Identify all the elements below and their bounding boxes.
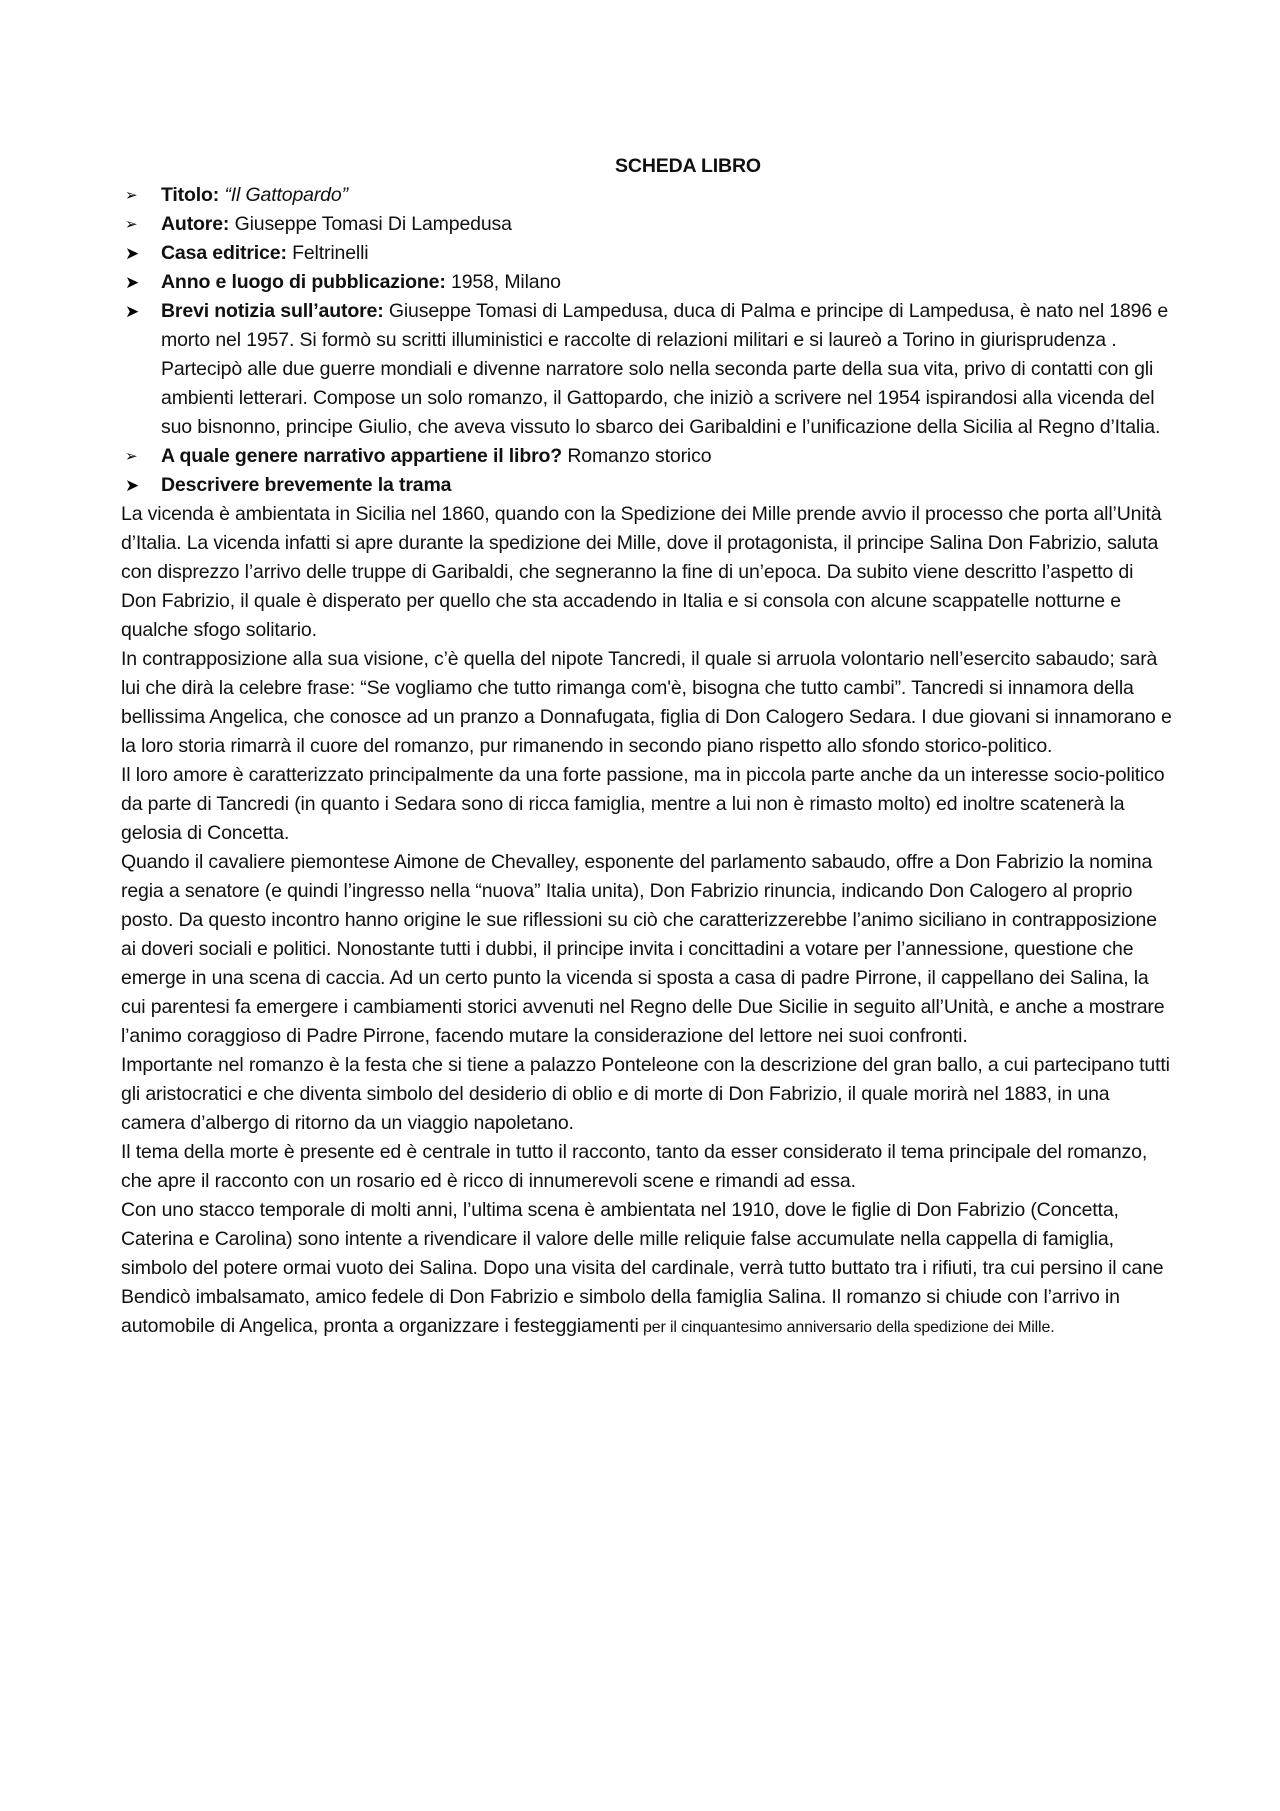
arrow-bullet-icon: ➢ [125,187,138,204]
plot-text [121,500,1173,1342]
bullet-label: Casa editrice: [161,242,287,264]
bullet-label: Autore: [161,213,230,235]
arrow-bullet-icon: ➢ [125,216,138,233]
bullet-label: Brevi notizia sull’autore: [161,300,384,322]
bullet-year-place [121,268,1173,297]
bullet-publisher [121,239,1173,268]
bullet-label: Descrivere brevemente la trama [161,474,452,496]
plot-paragraph: Importante nel romanzo è la festa che si tiene a palazzo Ponteleone con la descrizione del gran ballo, a cui partecipano tutti gli aristocratici e che diventa simbolo del desiderio di oblio e di morte di Don Fabrizio, il quale morirà nel 1883, in una camera d’albergo di ritorno da un viaggio napoletano. [121,1054,1170,1134]
bullet-plot-heading [121,471,1173,500]
plot-last-tail: per il cinquantesimo anniversario della spedizione dei Mille. [638,1319,1055,1336]
bullet-value: 1958, Milano [451,271,561,293]
arrow-bullet-icon: ➤ [125,273,140,292]
bullet-author-notes [121,297,1173,442]
arrow-bullet-icon: ➢ [125,448,138,465]
bullet-value: Feltrinelli [292,242,369,264]
book-info-list [121,181,1173,500]
bullet-value: Giuseppe Tomasi di Lampedusa, duca di Palma e principe di Lampedusa, è nato nel 1896 e morto nel 1957. Si formò su scritti illuministici e raccolte di relazioni militari e si laureò a Torino in giurisprudenza . Partecipò alle due guerre mondiali e divenne narratore solo nella seconda parte della sua vita, privo di contatti con gli ambienti letterari. Compose un solo romanzo, il Gattopardo, che iniziò a scrivere nel 1954 ispirandosi alla vicenda del suo bisnonno, principe Giulio, che aveva vissuto lo sbarco dei Garibaldini e l’unificazione della Sicilia al Regno d’Italia. [161,300,1169,438]
arrow-bullet-icon: ➤ [125,476,140,495]
bullet-label: Titolo: [161,184,220,206]
bullet-label: Anno e luogo di pubblicazione: [161,271,446,293]
bullet-author [121,210,1173,239]
bullet-value: Giuseppe Tomasi Di Lampedusa [234,213,512,235]
bullet-value: Romanzo storico [567,445,712,467]
bullet-label: A quale genere narrativo appartiene il libro? [161,445,563,467]
bullet-title [121,181,1173,210]
arrow-bullet-icon: ➤ [125,302,140,321]
plot-paragraph: In contrapposizione alla sua visione, c’è quella del nipote Tancredi, il quale si arruola volontario nell’esercito sabaudo; sarà lui che dirà la celebre frase: “Se vogliamo che tutto rimanga com'è, bisogna che tutto cambi”. Tancredi si innamora della bellissima Angelica, che conosce ad un pranzo a Donnafugata, figlia di Don Calogero Sedara. I due giovani si innamorano e la loro storia rimarrà il cuore del romanzo, pur rimanendo in secondo piano rispetto allo sfondo storico-politico. [121,648,1172,757]
bullet-value: “Il Gattopardo” [224,184,348,206]
plot-paragraph: La vicenda è ambientata in Sicilia nel 1860, quando con la Spedizione dei Mille prende avvio il processo che porta all’Unità d’Italia. La vicenda infatti si apre durante la spedizione dei Mille, dove il protagonista, il principe Salina Don Fabrizio, saluta con disprezzo l’arrivo delle truppe di Garibaldi, che segneranno la fine di un’epoca. Da subito viene descritto l’aspetto di Don Fabrizio, il quale è disperato per quello che sta accadendo in Italia e si consola con alcune scappatelle notturne e qualche sfogo solitario. [121,503,1162,641]
plot-paragraph: Il tema della morte è presente ed è centrale in tutto il racconto, tanto da esser considerato il tema principale del romanzo, che apre il racconto con un rosario ed è ricco di innumerevoli scene e rimandi ad essa. [121,1141,1148,1192]
arrow-bullet-icon: ➤ [125,244,140,263]
bullet-genre [121,442,1173,471]
plot-last-main: Con uno stacco temporale di molti anni, l’ultima scena è ambientata nel 1910, dove le figlie di Don Fabrizio (Concetta, Caterina e Carolina) sono intente a rivendicare il valore delle mille reliquie false accumulate nella cappella di famiglia, simbolo del potere ormai vuoto dei Salina. Dopo una visita del cardinale, verrà tutto buttato tra i rifiuti, tra cui persino il cane Bendicò imbalsamato, amico fedele di Don Fabrizio e simbolo della famiglia Salina. Il romanzo si chiude con l’arrivo in automobile di Angelica, pronta a organizzare i festeggiamenti [121,1199,1164,1337]
plot-paragraph: Quando il cavaliere piemontese Aimone de Chevalley, esponente del parlamento sabaudo, offre a Don Fabrizio la nomina regia a senatore (e quindi l’ingresso nella “nuova” Italia unita), Don Fabrizio rinuncia, indicando Don Calogero al proprio posto. Da questo incontro hanno origine le sue riflessioni su ciò che caratterizzerebbe l’animo siciliano in contrapposizione ai doveri sociali e politici. Nonostante tutti i dubbi, il principe invita i concittadini a votare per l’annessione, questione che emerge in una scena di caccia. Ad un certo punto la vicenda si sposta a casa di padre Pirrone, il cappellano dei Salina, la cui parentesi fa emergere i cambiamenti storici avvenuti nel Regno delle Due Sicilie in seguito all’Unità, e anche a mostrare l’animo coraggioso di Padre Pirrone, facendo mutare la considerazione del lettore nei suoi confronti. [121,851,1165,1047]
plot-paragraph-last [121,1196,1173,1342]
page-title: SCHEDA LIBRO [615,155,761,177]
plot-paragraph: Il loro amore è caratterizzato principalmente da una forte passione, ma in piccola parte anche da un interesse socio-politico da parte di Tancredi (in quanto i Sedara sono di ricca famiglia, mentre a lui non è rimasto molto) ed inoltre scatenerà la gelosia di Concetta. [121,764,1165,844]
document-page [121,152,1173,1342]
